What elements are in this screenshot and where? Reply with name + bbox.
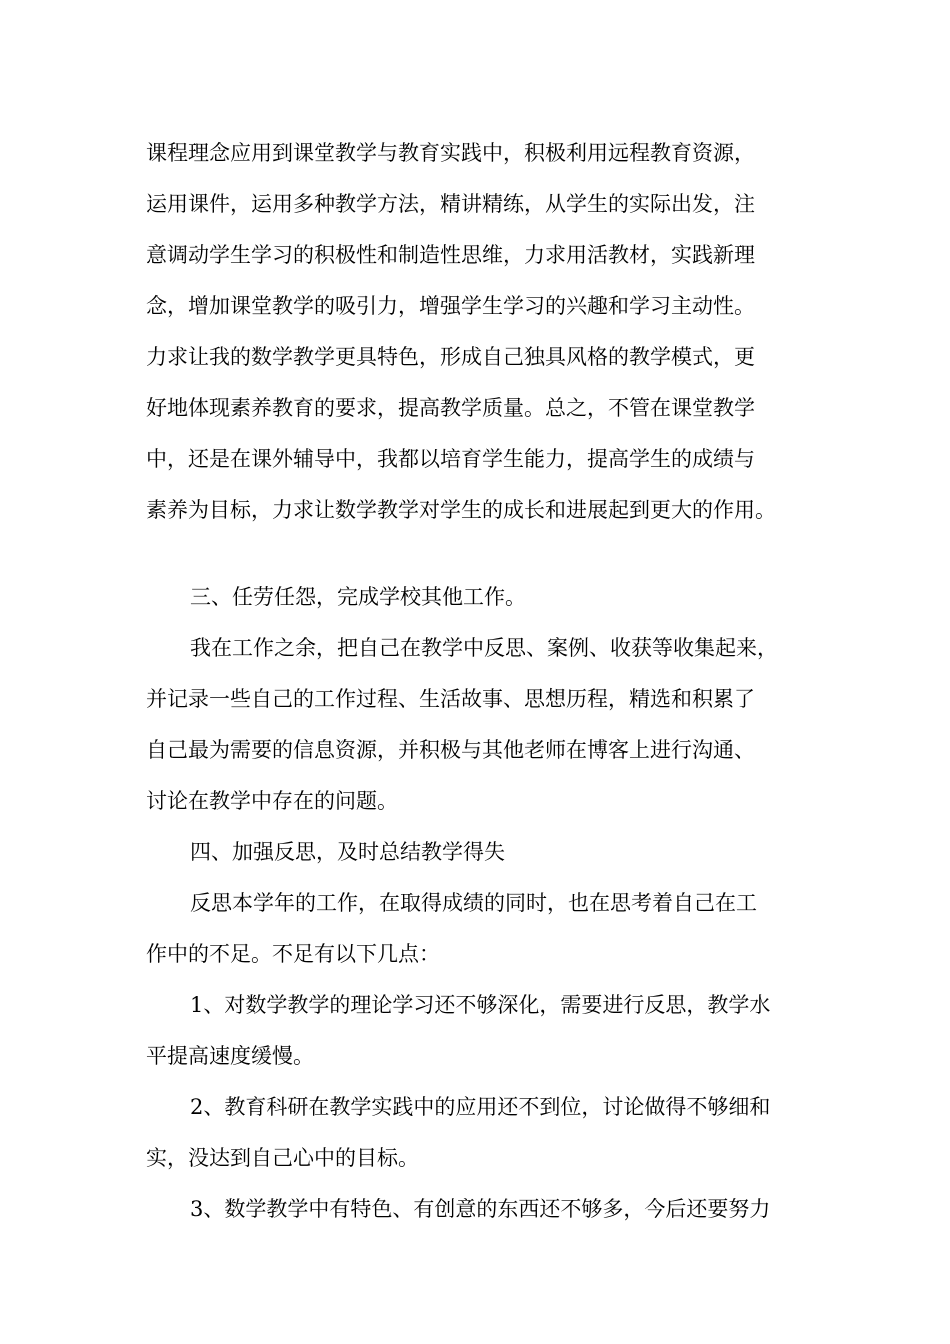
- list-item-1: [146, 980, 816, 1082]
- text-line: 素养为目标，力求让数学教学对学生的成长和进展起到更大的作用。: [146, 498, 776, 522]
- text-line: 实，没达到自己心中的目标。: [146, 1146, 419, 1170]
- list-item-2: [146, 1082, 816, 1184]
- text-line: 课程理念应用到课堂教学与教育实践中，积极利用远程教育资源，: [146, 141, 755, 165]
- text-line: 平提高速度缓慢。: [146, 1044, 314, 1068]
- text-line: 反思本学年的工作，在取得成绩的同时，也在思考着自己在工: [190, 891, 757, 915]
- document-body: [146, 128, 816, 1235]
- text-line: 意调动学生学习的积极性和制造性思维，力求用活教材，实践新理: [146, 243, 755, 267]
- list-item-3: [146, 1184, 816, 1235]
- text-line: 3、数学教学中有特色、有创意的东西还不够多，今后还要努力: [190, 1197, 771, 1221]
- text-line: 讨论在教学中存在的问题。: [146, 789, 398, 813]
- section-heading-4: 四、加强反思，及时总结教学得失: [190, 840, 505, 864]
- section-heading-3: 三、任劳任怨，完成学校其他工作。: [190, 585, 526, 609]
- text-line: 1、对数学教学的理论学习还不够深化，需要进行反思，教学水: [190, 993, 771, 1017]
- paragraph-gap: [146, 536, 816, 572]
- text-line: 力求让我的数学教学更具特色，形成自己独具风格的教学模式，更: [146, 345, 755, 369]
- paragraph-other-work: [146, 623, 816, 827]
- text-line: 我在工作之余，把自己在教学中反思、案例、收获等收集起来，: [190, 636, 778, 660]
- text-line: 作中的不足。不足有以下几点：: [146, 942, 440, 966]
- text-line: 念，增加课堂教学的吸引力，增强学生学习的兴趣和学习主动性。: [146, 294, 755, 318]
- text-line: 中，还是在课外辅导中，我都以培育学生能力，提高学生的成绩与: [146, 447, 755, 471]
- text-line: 自己最为需要的信息资源，并积极与其他老师在博客上进行沟通、: [146, 738, 755, 762]
- paragraph-teaching-methods: [146, 128, 816, 536]
- text-line: 并记录一些自己的工作过程、生活故事、思想历程，精选和积累了: [146, 687, 755, 711]
- text-line: 2、教育科研在教学实践中的应用还不到位，讨论做得不够细和: [190, 1095, 771, 1119]
- paragraph-reflection: [146, 878, 816, 980]
- text-line: 运用课件，运用多种教学方法，精讲精练，从学生的实际出发，注: [146, 192, 755, 216]
- text-line: 好地体现素养教育的要求，提高教学质量。总之，不管在课堂教学: [146, 396, 755, 420]
